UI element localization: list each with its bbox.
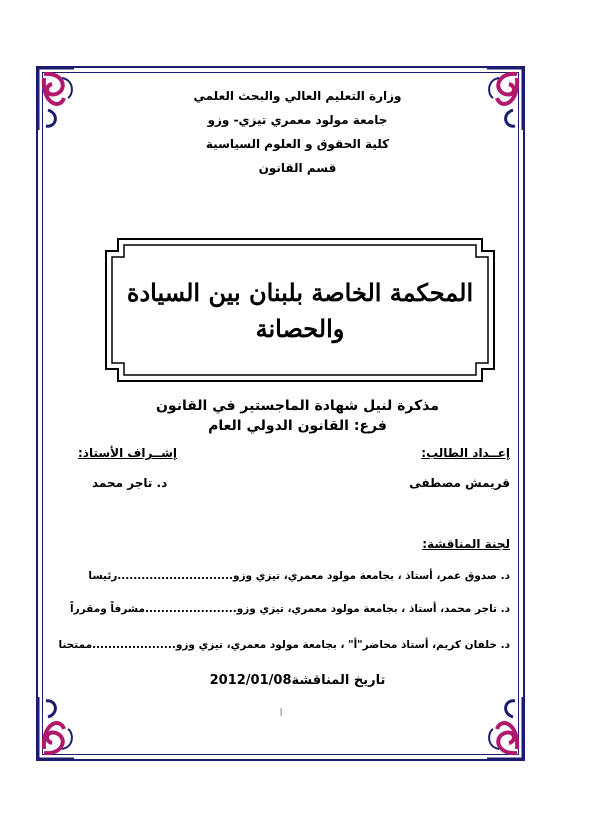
branch-text: فرع: القانون الدولي العام [208, 418, 387, 434]
supervisor-name: د. تاجر محمد [92, 476, 168, 490]
student-name: قريمش مصطفى [409, 476, 510, 490]
university-name: جامعة مولود معمري تيزي- وزو [207, 113, 388, 127]
committee-member-supervisor: د. تاجر محمد، أستاذ ، بجامعة مولود معمري، تيزي وزو.......................مشرفاً ومقرراً [70, 603, 510, 615]
corner-ornament-bottom-right [483, 693, 527, 763]
thesis-title-line-2: والحصانة [255, 314, 345, 343]
degree-info [0, 396, 595, 436]
committee-title: لجنة المناقشة: [422, 537, 510, 551]
student-label: إعــداد الطالب: [421, 446, 510, 460]
ministry-name: وزارة التعليم العالي والبحث العلمي [193, 89, 402, 103]
thesis-title [104, 275, 496, 347]
page-number: أ [280, 709, 283, 718]
department-name: قسم القانون [258, 161, 337, 175]
committee-member-examiner: د. خلفان كريم، أستاذ محاضر"أ" ، بجامعة مولود معمري، تيزي وزو.....................ممتحنا [58, 639, 510, 651]
faculty-name: كلية الحقوق و العلوم السياسية [205, 137, 390, 151]
degree-text: مذكرة لنيل شهادة الماجستير في القانون [155, 398, 439, 414]
thesis-title-box [104, 237, 496, 383]
thesis-title-line-1: المحكمة الخاصة بلبنان بين السيادة [126, 278, 474, 307]
corner-ornament-bottom-left [34, 693, 78, 763]
supervisor-label: إشــراف الأستاذ: [78, 446, 178, 460]
defense-date: تاريخ المناقشة2012/01/08 [209, 673, 386, 688]
institution-header [0, 84, 595, 180]
committee-member-chair: د. صدوق عمر، أستاذ ، بجامعة مولود معمري، تيزي وزو.............................رئيسا [88, 570, 510, 582]
